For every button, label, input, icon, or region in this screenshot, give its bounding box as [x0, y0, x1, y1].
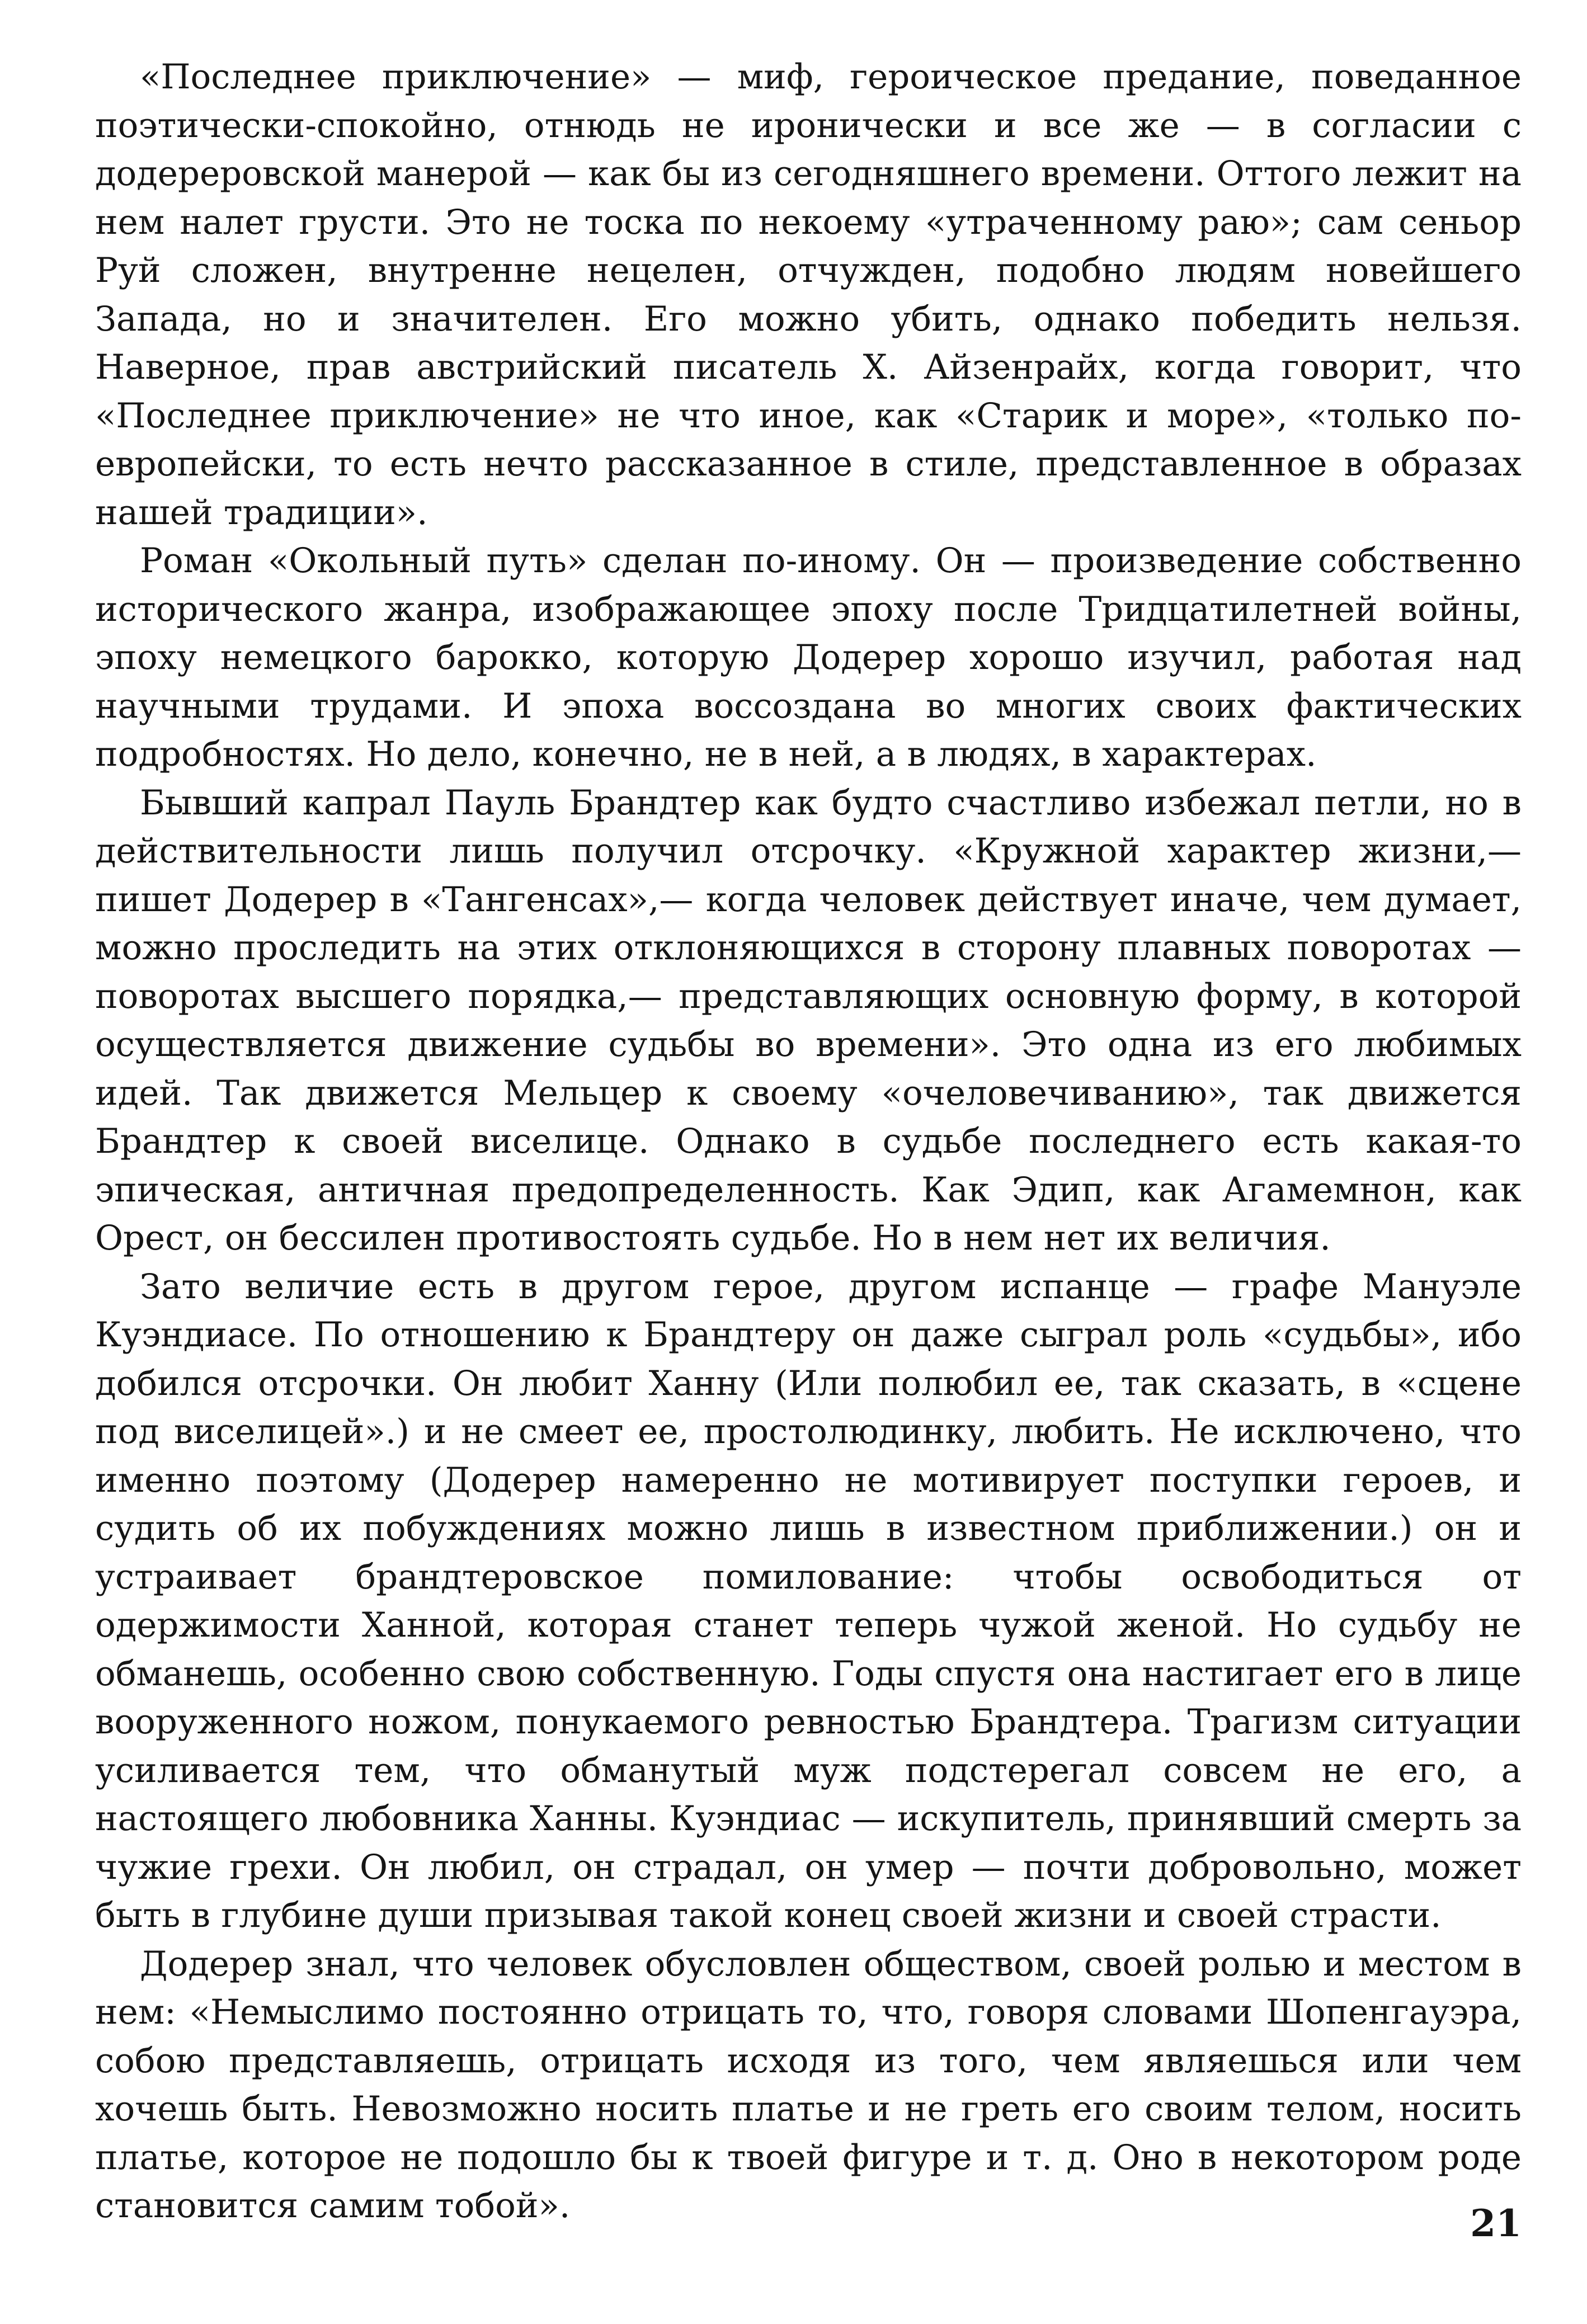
paragraph-4: Зато величие есть в другом герое, другом испанце — графе Мануэле Куэндиасе. По отношению к Брандтеру он даже сыграл роль «судьбы», ибо добился отсрочки. Он любит Ханну (Или полюбил ее, так сказать, в «сцене под виселицей».) и не смеет ее, простолюдинку, любить. Не исключено, что именно поэтому (Додерер намеренно не мотивирует поступки героев, и судить об их побуждениях можно лишь в известном приближении.) он и устраивает брандтеровское помилование: чтобы освободиться от одержимости Ханной, которая станет теперь чужой женой. Но судьбу не обманешь, особенно свою собственную. Годы спустя она настигает его в лице вооруженного ножом, понукаемого ревностью Брандтера. Трагизм ситуации усиливается тем, что обманутый муж подстерегал совсем не его, а настоящего любовника Ханны. Куэндиас — искупитель, принявший смерть за чужие грехи. Он любил, он страдал, он умер — почти добровольно, может быть в глубине души призывая такой конец своей жизни и своей страсти.	[95, 1266, 1522, 1935]
paragraph-2: Роман «Окольный путь» сделан по-иному. Он — произведение собственно исторического жанра, изображающее эпоху после Тридцатилетней войны, эпоху немецкого барокко, которую Додерер хорошо изучил, работая над научными трудами. И эпоха воссоздана во многих своих фактических подробностях. Но дело, конечно, не в ней, а в людях, в характерах.	[95, 541, 1522, 774]
text-body	[95, 53, 1522, 2231]
paragraph-1: «Последнее приключение» — миф, героическое предание, поведанное поэтически-спокойно, отнюдь не иронически и все же — в согласии с додереровской манерой — как бы из сегодняшнего времени. Оттого лежит на нем налет грусти. Это не тоска по некоему «утраченному раю»; сам сеньор Руй сложен, внутренне нецелен, отчужден, подобно людям новейшего Запада, но и значителен. Его можно убить, однако победить нельзя. Наверное, прав австрийский писатель Х. Айзенрайх, когда говорит, что «Последнее приключение» не что иное, как «Старик и море», «только по-европейски, то есть нечто рассказанное в стиле, представленное в образах нашей традиции».	[95, 57, 1522, 532]
paragraph-5: Додерер знал, что человек обусловлен обществом, своей ролью и местом в нем: «Немыслимо постоянно отрицать то, что, говоря словами Шопенгауэра, собою представляешь, отрицать исходя из того, чем являешься или чем хочешь быть. Невозможно носить платье и не греть его своим телом, носить платье, которое не подошло бы к твоей фигуре и т. д. Оно в некотором роде становится самим тобой».	[95, 1944, 1522, 2226]
book-page	[95, 53, 1522, 2268]
paragraph-3: Бывший капрал Пауль Брандтер как будто счастливо избежал петли, но в действительности лишь получил отсрочку. «Кружной характер жизни,— пишет Додерер в «Тангенсах»,— когда человек действует иначе, чем думает, можно проследить на этих отклоняющихся в сторону плавных поворотах — поворотах высшего порядка,— представляющих основную форму, в которой осуществляется движение судьбы во времени». Это одна из его любимых идей. Так движется Мельцер к своему «очеловечиванию», так движется Брандтер к своей виселице. Однако в судьбе последнего есть какая-то эпическая, античная предопределенность. Как Эдип, как Агамемнон, как Орест, он бессилен противостоять судьбе. Но в нем нет их величия.	[95, 782, 1522, 1258]
page-number: 21	[1470, 2202, 1522, 2245]
